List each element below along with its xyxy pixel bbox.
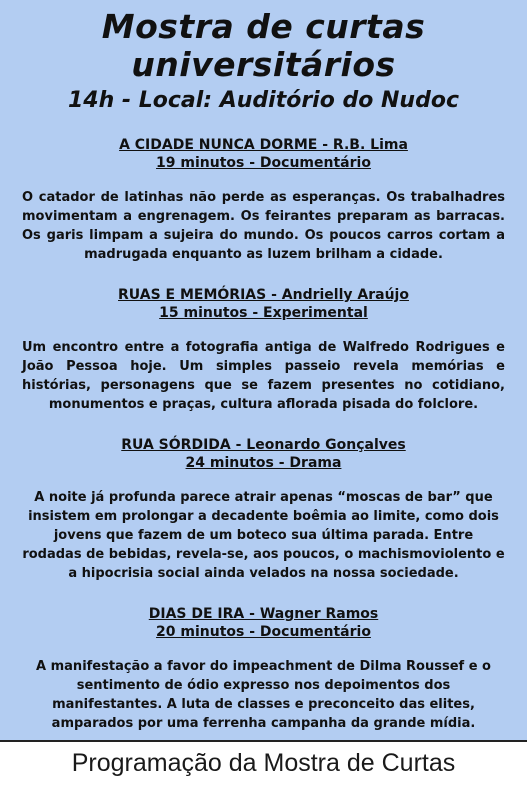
film-meta: 19 minutos - Documentário xyxy=(156,155,371,171)
film-entry xyxy=(0,436,527,583)
film-meta: 15 minutos - Experimental xyxy=(159,305,368,321)
film-title: RUAS E MEMÓRIAS - Andrielly Araújo xyxy=(118,287,409,303)
film-meta: 24 minutos - Drama xyxy=(185,455,342,471)
film-entry xyxy=(0,136,527,264)
film-description: O catador de latinhas não perde as esperanças. Os trabalhadres movimentam a engrenagem. Os feirantes preparam as barracas. Os garis limpam a sujeira do mundo. Os poucos carros cortam a madrugada enquanto as luzem brilham a cidade. xyxy=(22,190,505,262)
film-description: A noite já profunda parece atrair apenas “moscas de bar” que insistem em prolongar a decadente boêmia ao limite, como dois jovens que fazem de um boteco sua última parada. Entre rodadas de bebidas, revela-se, aos poucos, o machismoviolento e a hipocrisia social ainda velados na nossa sociedade. xyxy=(22,490,505,581)
poster-title-line1: Mostra de curtas xyxy=(101,7,426,46)
poster-title xyxy=(0,8,527,84)
film-title: RUA SÓRDIDA - Leonardo Gonçalves xyxy=(121,437,406,453)
film-title: A CIDADE NUNCA DORME - R.B. Lima xyxy=(119,137,408,153)
film-meta: 20 minutos - Documentário xyxy=(156,624,371,640)
film-description: Um encontro entre a fotografia antiga de Walfredo Rodrigues e João Pessoa hoje. Um simples passeio revela memórias e histórias, personagens que se fazem presentes no cotidiano, monumentos e praças, cultura aflorada pisada do folclore. xyxy=(22,340,505,412)
image-caption: Programação da Mostra de Curtas xyxy=(71,749,456,777)
film-title: DIAS DE IRA - Wagner Ramos xyxy=(148,606,379,622)
film-description: A manifestação a favor do impeachment de Dilma Roussef e o sentimento de ódio expresso nos depoimentos dos manifestantes. A luta de classes e preconceito das elites, amparados por uma ferrenha campanha da grande mídia. xyxy=(36,659,491,731)
caption-divider xyxy=(0,740,527,742)
poster-subtitle: 14h - Local: Auditório do Nudoc xyxy=(67,88,459,113)
poster-title-line2: universitários xyxy=(131,45,396,84)
film-entry xyxy=(0,286,527,414)
film-entry xyxy=(0,605,527,733)
